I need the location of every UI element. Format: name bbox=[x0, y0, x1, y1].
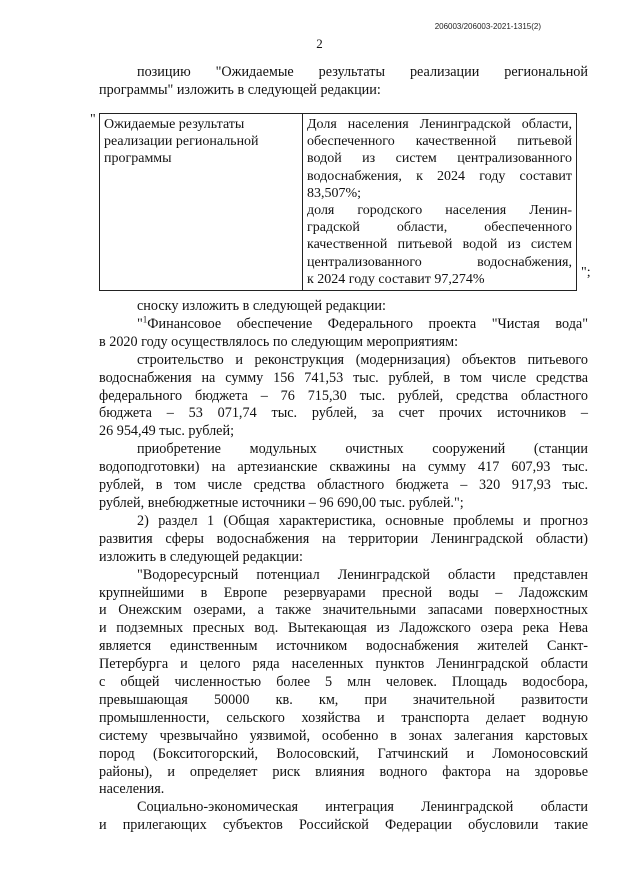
footnote-marker: 1 bbox=[142, 314, 148, 325]
position-name-line: реализации региональной bbox=[104, 134, 259, 150]
paragraph-line: водоснабжения на сумму 156 741,53 тыс. рублей, в том числе средства bbox=[99, 369, 588, 386]
position-value-line: обеспеченного качественной питьевой bbox=[307, 134, 572, 150]
paragraph-line: является единственным источником водоснабжения жителей Санкт- bbox=[99, 638, 588, 655]
document-code: 206003/206003-2021-1315(2) bbox=[434, 22, 541, 31]
position-value-line: водоснабжения, к 2024 году составит bbox=[307, 168, 572, 184]
table-close-quote: "; bbox=[581, 265, 591, 280]
paragraph-line: в 2020 году осуществлялось по следующим мероприятиям: bbox=[99, 333, 459, 350]
paragraph-line: превышающая 50000 кв. км, при значительной развитости bbox=[99, 691, 588, 708]
paragraph-line: рублей, внебюджетные источники – 96 690,00 тыс. рублей."; bbox=[99, 494, 464, 511]
paragraph-line: и Онежским озерами, а также значительными запасами поверхностных bbox=[99, 602, 588, 619]
intro-paragraph bbox=[99, 64, 588, 100]
paragraph-line: изложить в следующей редакции: bbox=[99, 548, 303, 565]
position-value-line: доля городского населения Ленин- bbox=[307, 203, 572, 219]
paragraph-line: приобретение модульных очистных сооружений (станции bbox=[137, 441, 588, 458]
paragraph-line: водоподготовки) на артезианские скважины на сумму 417 607,93 тыс. bbox=[99, 459, 588, 476]
footnote-quote: " bbox=[137, 315, 143, 332]
paragraph-line: 26 954,49 тыс. рублей; bbox=[99, 423, 235, 440]
table-open-quote: " bbox=[90, 112, 96, 127]
paragraph-line: крупнейшими в Европе резервуарами пресной воды – Ладожским bbox=[99, 584, 588, 601]
intro-line: позицию "Ожидаемые результаты реализации региональной bbox=[137, 64, 588, 80]
position-value-line: Доля населения Ленинградской области, bbox=[307, 117, 572, 132]
paragraph-line: промышленности, сельского хозяйства и транспорта делает водную bbox=[99, 709, 588, 726]
paragraph-line: районы), и определяет риск влияния водного фактора на здоровье bbox=[99, 763, 588, 780]
position-name-cell bbox=[100, 114, 303, 291]
intro-line: программы" изложить в следующей редакции: bbox=[99, 81, 381, 98]
paragraph-line: и прилегающих субъектов Российской Федерации обусловили такие bbox=[99, 817, 588, 834]
position-value-line: 83,507%; bbox=[307, 185, 362, 201]
paragraph-line: бюджета – 53 071,74 тыс. рублей, за счет прочих источников – bbox=[99, 405, 588, 422]
paragraph-line: 2) раздел 1 (Общая характеристика, основные проблемы и прогноз bbox=[137, 512, 588, 529]
paragraph-line: "Водоресурсный потенциал Ленинградской области представлен bbox=[137, 566, 588, 583]
footnote-intro: сноску изложить в следующей редакции: bbox=[137, 298, 386, 314]
paragraph-line: систему чрезвычайно уязвимой, особенно в зонах залегания карстовых bbox=[99, 727, 588, 744]
paragraph-line: рублей, в том числе средства областного бюджета – 320 917,93 тыс. bbox=[99, 477, 588, 494]
position-value-line: водой из систем централизованного bbox=[307, 151, 572, 167]
paragraph-line: развития сферы водоснабжения на территории Ленинградской области) bbox=[99, 530, 588, 547]
paragraph-line: с общей численностью более 5 млн человек. Площадь водосбора, bbox=[99, 674, 588, 691]
position-value-cell bbox=[303, 114, 577, 291]
paragraph-line: населения. bbox=[99, 781, 165, 798]
position-value-line: качественной питьевой водой из систем bbox=[307, 237, 572, 253]
position-value-line: градской области, обеспеченного bbox=[307, 220, 572, 236]
position-value-line: централизованного водоснабжения, bbox=[307, 254, 572, 270]
position-table bbox=[99, 113, 577, 291]
body-text bbox=[99, 298, 588, 835]
paragraph-line: Социально-экономическая интеграция Ленинградской области bbox=[137, 799, 588, 816]
paragraph-line: пород (Бокситогорский, Волосовский, Гатчинский и Ломоносовский bbox=[99, 745, 588, 762]
paragraph-line: строительство и реконструкция (модернизация) объектов питьевого bbox=[137, 351, 588, 368]
position-value-line: к 2024 году составит 97,274% bbox=[307, 271, 485, 287]
footnote-title: Финансовое обеспечение Федерального проекта "Чистая вода" bbox=[147, 315, 588, 332]
paragraph-line: и подземных пресных вод. Вытекающая из Ладожского озера река Нева bbox=[99, 620, 588, 637]
position-name-line: Ожидаемые результаты bbox=[104, 117, 245, 132]
position-name-line: программы bbox=[104, 151, 172, 167]
paragraph-line: Петербурга и целого ряда населенных пунктов Ленинградской области bbox=[99, 656, 588, 673]
page-number: 2 bbox=[316, 36, 323, 51]
table-row bbox=[100, 114, 577, 291]
paragraph-line: федерального бюджета – 76 715,30 тыс. рублей, средства областного bbox=[99, 387, 588, 404]
footnote-first-line bbox=[99, 316, 588, 334]
